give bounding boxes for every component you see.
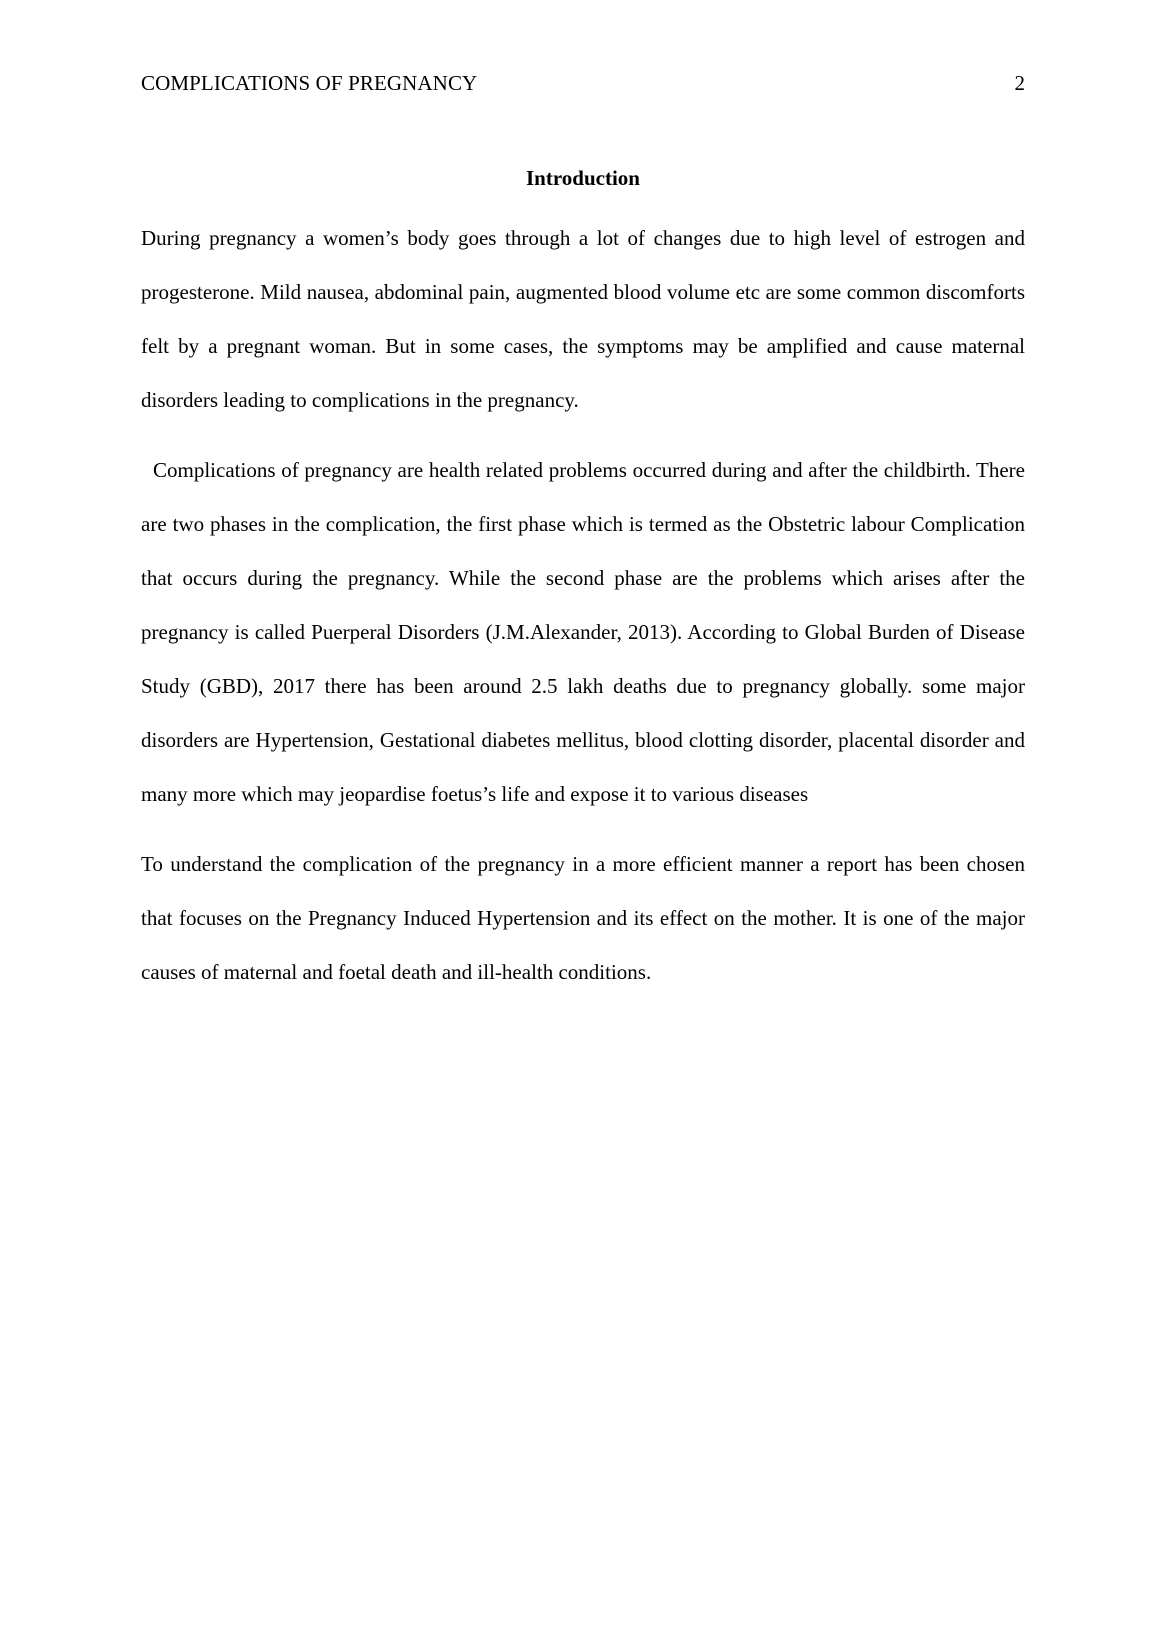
section-heading: Introduction (526, 166, 640, 190)
paragraph-2: Complications of pregnancy are health related problems occurred during and after the childbirth. There are two phases in the complication, the first phase which is termed as the Obstetric labour Complication that occurs during the pregnancy. While the second phase are the problems which arises after the pregnancy is called Puerperal Disorders (J.M.Alexander, 2013). According to Global Burden of Disease Study (GBD), 2017 there has been around 2.5 lakh deaths due to pregnancy globally. some major disorders are Hypertension, Gestational diabetes mellitus, blood clotting disorder, placental disorder and many more which may jeopardise foetus’s life and expose it to various diseases (141, 458, 1025, 806)
paragraph-1: During pregnancy a women’s body goes through a lot of changes due to high level of estrogen and progesterone. Mild nausea, abdominal pain, augmented blood volume etc are some common discomforts felt by a pregnant woman. But in some cases, the symptoms may be amplified and cause maternal disorders leading to complications in the pregnancy. (141, 226, 1025, 412)
running-title: COMPLICATIONS OF PREGNANCY (141, 71, 478, 95)
page-number: 2 (1014, 71, 1025, 95)
document-body (141, 160, 1025, 1015)
paragraph-3: To understand the complication of the pregnancy in a more efficient manner a report has been chosen that focuses on the Pregnancy Induced Hypertension and its effect on the mother. It is one of the major causes of maternal and foetal death and ill-health conditions. (141, 852, 1025, 984)
running-header (141, 68, 1025, 98)
